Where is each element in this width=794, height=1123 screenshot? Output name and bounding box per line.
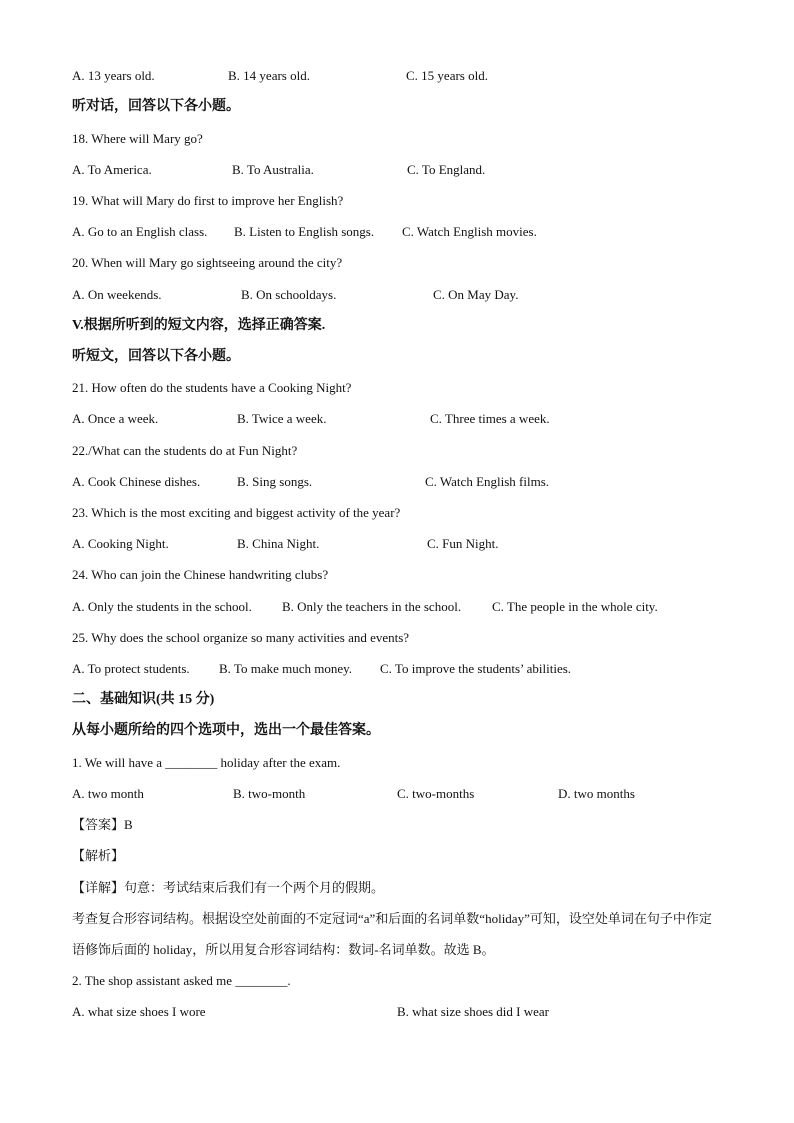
q19-stem: 19. What will Mary do first to improve her English? xyxy=(72,193,344,208)
q21-option-a: A. Once a week. xyxy=(72,411,159,426)
q18-option-b: B. To Australia. xyxy=(232,162,314,177)
analysis-label: 【解析】 xyxy=(72,848,125,863)
explanation-paragraph: 考查复合形容词结构。根据设空处前面的不定冠词“a”和后面的名词单数“holiday”可知，设空处单词在句子中作定语修饰后面的 holiday，所以用复合形容词结构：数词-名词单数。故选 B。 xyxy=(72,911,712,957)
q25-stem: 25. Why does the school organize so many activities and events? xyxy=(72,630,410,645)
q22-option-b: B. Sing songs. xyxy=(237,474,313,489)
part2-instruction: 从每小题所给的四个选项中，选出一个最佳答案。 xyxy=(72,723,380,738)
k2-option-a: A. what size shoes I wore xyxy=(72,1004,206,1019)
q20-option-a: A. On weekends. xyxy=(72,287,162,302)
q25-option-a: A. To protect students. xyxy=(72,661,190,676)
q20-option-c: C. On May Day. xyxy=(433,287,519,302)
q17-option-a: A. 13 years old. xyxy=(72,68,155,83)
q21-stem: 21. How often do the students have a Cooking Night? xyxy=(72,380,352,395)
q17-option-c: C. 15 years old. xyxy=(406,68,488,83)
k1-stem: 1. We will have a ________ holiday after the exam. xyxy=(72,755,341,770)
q20-option-b: B. On schooldays. xyxy=(241,287,337,302)
q17-option-b: B. 14 years old. xyxy=(228,68,310,83)
q24-stem: 24. Who can join the Chinese handwriting clubs? xyxy=(72,567,329,582)
q18-option-a: A. To America. xyxy=(72,162,152,177)
k1-option-d: D. two months xyxy=(558,786,635,801)
q23-option-c: C. Fun Night. xyxy=(427,536,499,551)
section5-heading: V.根据所听到的短文内容，选择正确答案. xyxy=(72,318,326,333)
q23-option-b: B. China Night. xyxy=(237,536,320,551)
q22-stem: 22./What can the students do at Fun Night? xyxy=(72,443,298,458)
k1-option-b: B. two-month xyxy=(233,786,306,801)
q25-option-c: C. To improve the students’ abilities. xyxy=(380,661,572,676)
q18-option-c: C. To England. xyxy=(407,162,486,177)
q24-option-c: C. The people in the whole city. xyxy=(492,599,658,614)
passage-heading: 听短文，回答以下各小题。 xyxy=(72,349,240,364)
q23-stem: 23. Which is the most exciting and biggest activity of the year? xyxy=(72,505,401,520)
part2-heading: 二、基础知识(共 15 分) xyxy=(72,692,215,707)
q24-option-b: B. Only the teachers in the school. xyxy=(282,599,462,614)
q19-option-c: C. Watch English movies. xyxy=(402,224,537,239)
q19-option-a: A. Go to an English class. xyxy=(72,224,208,239)
dialog-heading: 听对话，回答以下各小题。 xyxy=(72,99,240,114)
k2-option-b: B. what size shoes did I wear xyxy=(397,1004,549,1019)
q22-option-a: A. Cook Chinese dishes. xyxy=(72,474,201,489)
q24-option-a: A. Only the students in the school. xyxy=(72,599,252,614)
q20-stem: 20. When will Mary go sightseeing around the city? xyxy=(72,255,343,270)
k1-option-a: A. two month xyxy=(72,786,144,801)
detail-line: 【详解】句意：考试结束后我们有一个两个月的假期。 xyxy=(72,880,385,895)
answer-line: 【答案】B xyxy=(72,817,133,832)
q25-option-b: B. To make much money. xyxy=(219,661,353,676)
q19-option-b: B. Listen to English songs. xyxy=(234,224,375,239)
q21-option-b: B. Twice a week. xyxy=(237,411,327,426)
q23-option-a: A. Cooking Night. xyxy=(72,536,169,551)
k2-stem: 2. The shop assistant asked me ________. xyxy=(72,973,291,988)
k1-option-c: C. two-months xyxy=(397,786,475,801)
q18-stem: 18. Where will Mary go? xyxy=(72,131,203,146)
q22-option-c: C. Watch English films. xyxy=(425,474,550,489)
q21-option-c: C. Three times a week. xyxy=(430,411,550,426)
